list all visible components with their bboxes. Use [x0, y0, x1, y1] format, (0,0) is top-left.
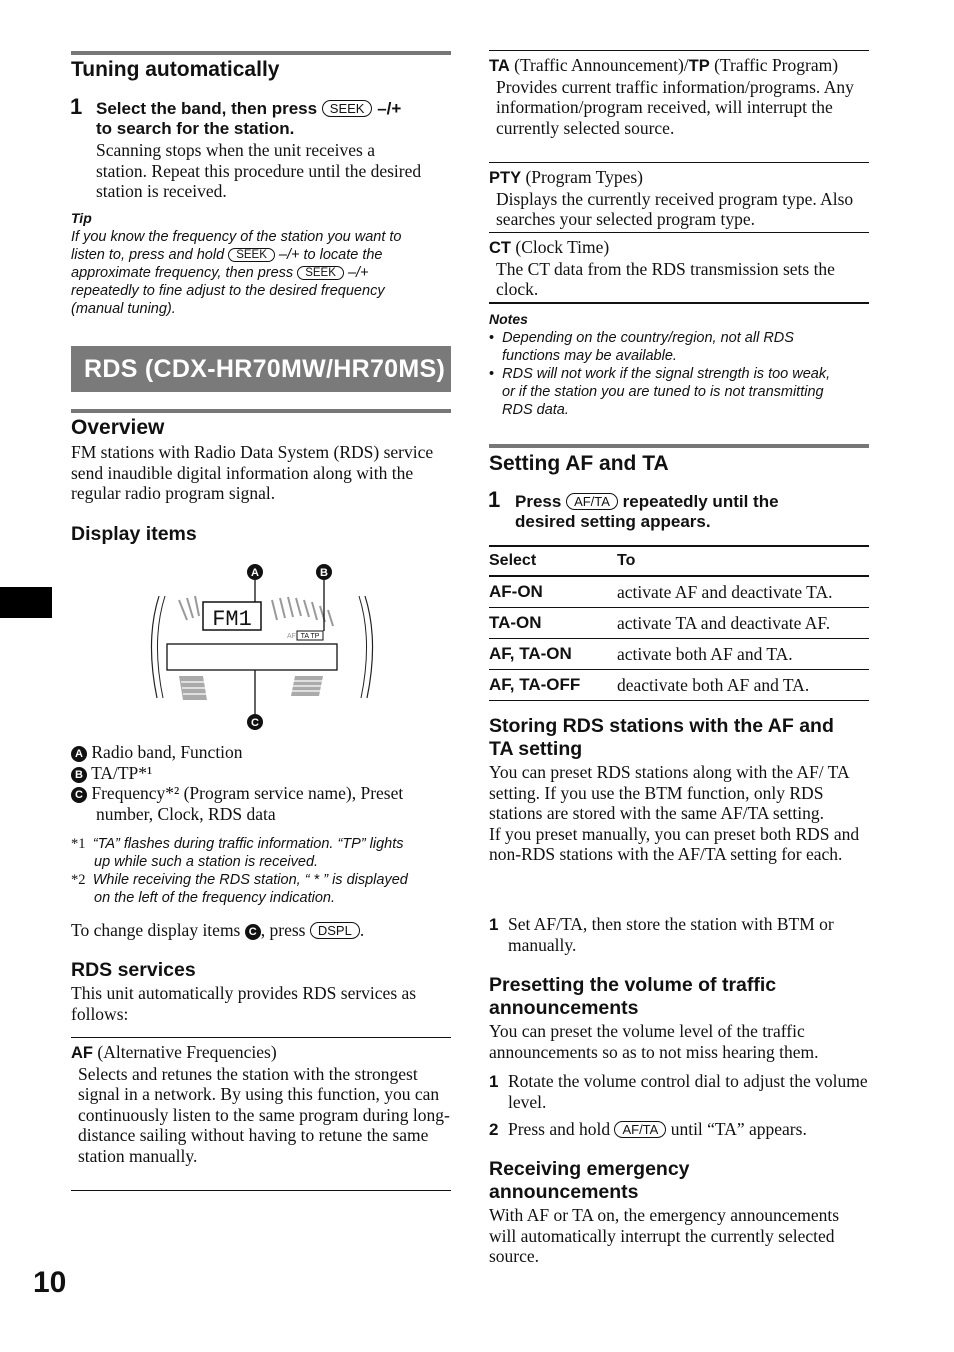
ta-term: TA	[489, 57, 510, 75]
overview-body: FM stations with Radio Data System (RDS) service send inaudible digital information along with the regular radio program signal.	[71, 442, 434, 503]
section-rule	[71, 409, 451, 413]
af-ta-button: AF/TA	[614, 1121, 666, 1138]
tip-line: repeatedly to fine adjust to the desired frequency	[71, 283, 385, 299]
tuning-title: Tuning automatically	[71, 58, 280, 81]
title-line: announcements	[489, 997, 639, 1019]
display-items-title: Display items	[71, 523, 197, 545]
ta-tp-indicator: TA TP	[300, 633, 320, 640]
legend-c	[71, 783, 451, 804]
step-text: Press	[515, 492, 562, 511]
storing-para: You can preset RDS stations along with the AF/ TA setting. If you use the BTM function, only RDS stations are stored with the same AF/TA setting.	[489, 762, 849, 823]
step-text: repeatedly until the	[622, 492, 779, 511]
legend-b	[71, 763, 451, 784]
footnote-text: “TA” flashes during traffic information. “TP” lights	[92, 836, 404, 852]
setting-step	[515, 492, 875, 532]
emergency-body: With AF or TA on, the emergency announcements will automatically interrupt the currently selected source.	[489, 1205, 840, 1266]
notes-list	[489, 329, 869, 419]
storing-body	[489, 762, 869, 865]
note-text: RDS data.	[502, 402, 569, 418]
note-text: or if the station you are tuned to is not transmitting	[502, 384, 824, 400]
storing-para: If you preset manually, you can preset both RDS and non-RDS stations with the AF/TA setting for each.	[489, 823, 860, 864]
step-text: to search for the station.	[96, 119, 295, 138]
change-text: , press	[260, 920, 306, 940]
pty-desc: (Program Types)	[525, 167, 643, 187]
title-line: Presetting the volume of traffic	[489, 974, 777, 996]
footnotes	[71, 835, 451, 907]
footnote-text: up while such a station is received.	[94, 854, 319, 870]
to-cell: activate TA and deactivate AF.	[617, 608, 869, 639]
rule	[489, 232, 869, 233]
page-number: 10	[33, 1266, 67, 1299]
footnote-text: While receiving the RDS station, “ * ” is displayed	[92, 872, 408, 888]
display-legend	[71, 742, 451, 824]
callout-a-icon: A	[71, 746, 87, 762]
ct-entry	[489, 237, 869, 300]
note-text: Depending on the country/region, not all RDS	[502, 330, 794, 346]
footnote-mark: *2	[71, 872, 86, 888]
section-rule	[71, 51, 451, 55]
legend-b-text: TA/TP*¹	[91, 762, 153, 783]
item-text: until “TA” appears.	[670, 1119, 807, 1139]
storing-item: Set AF/TA, then store the station with BTM or manually.	[508, 914, 834, 955]
change-text: .	[359, 920, 365, 940]
column-header: To	[617, 547, 869, 576]
bullet: •	[489, 330, 495, 346]
ct-heading	[489, 237, 869, 259]
note-text: functions may be available.	[502, 348, 677, 364]
footnote-1	[71, 835, 451, 853]
tip-line: (manual tuning).	[71, 301, 176, 317]
tip-title: Tip	[71, 210, 92, 226]
dspl-button: DSPL	[310, 922, 360, 939]
ct-desc: (Clock Time)	[515, 237, 610, 257]
title-line: Storing RDS stations with the AF and	[489, 715, 834, 737]
callout-c-icon: C	[71, 787, 87, 803]
legend-c-text: Frequency*² (Program service name), Preset	[91, 783, 404, 803]
select-cell: AF, TA-ON	[489, 639, 617, 670]
rule	[489, 50, 869, 51]
presetting-item: Rotate the volume control dial to adjust the volume level.	[508, 1071, 868, 1112]
item-text: Press and hold	[508, 1119, 611, 1139]
select-cell: AF, TA-OFF	[489, 670, 617, 701]
tip-text	[71, 228, 451, 318]
tip-line-part: approximate frequency, then press	[71, 265, 294, 281]
af-entry	[71, 1042, 451, 1166]
seek-button: SEEK	[297, 266, 344, 280]
tip-line-part: –/+ to locate the	[278, 247, 383, 263]
callout-b: B	[320, 567, 328, 579]
bullet: •	[489, 366, 495, 382]
step-text: desired setting appears.	[515, 512, 711, 531]
tip-line	[71, 246, 451, 264]
tip-line-part: –/+	[347, 265, 369, 281]
setting-af-ta-title: Setting AF and TA	[489, 452, 669, 475]
callout-c-icon: C	[245, 924, 261, 940]
legend-c-cont: number, Clock, RDS data	[96, 803, 276, 824]
change-text: To change display items	[71, 920, 241, 940]
legend-a	[71, 742, 451, 763]
step-text: Select the band, then press	[96, 99, 318, 118]
to-cell: deactivate both AF and TA.	[617, 670, 869, 701]
column-header: Select	[489, 547, 617, 576]
section-rule	[489, 444, 869, 448]
overview-title: Overview	[71, 416, 165, 439]
tip-line-part: listen to, press and hold	[71, 247, 225, 263]
pty-body: Displays the currently received program type. Also searches your selected program type.	[496, 188, 854, 229]
change-display-line	[71, 920, 451, 941]
pty-entry	[489, 167, 869, 230]
list-number: 1	[489, 915, 499, 934]
ta-desc: (Traffic Announcement)/	[514, 55, 689, 75]
af-ta-button: AF/TA	[566, 493, 618, 510]
step-number: 1	[488, 487, 501, 512]
section-tab-marker	[0, 587, 52, 618]
af-term: AF	[71, 1044, 93, 1062]
ct-term: CT	[489, 239, 511, 257]
rds-services-body: This unit automatically provides RDS services as follows:	[71, 983, 417, 1024]
rds-section-heading: RDS (CDX-HR70MW/HR70MS)	[71, 346, 451, 392]
af-heading	[71, 1042, 451, 1064]
note-item	[489, 365, 869, 383]
presetting-item	[508, 1119, 868, 1140]
af-desc: (Alternative Frequencies)	[97, 1042, 277, 1062]
footnote-text: on the left of the frequency indication.	[94, 890, 336, 906]
tuning-body: Scanning stops when the unit receives a station. Repeat this procedure until the desired station is received.	[96, 140, 422, 201]
select-cell: TA-ON	[489, 608, 617, 639]
list-number: 1	[489, 1072, 499, 1091]
ta-body: Provides current traffic information/programs. Any information/program received, will interrupt the currently selected source.	[496, 76, 854, 138]
storing-title	[489, 715, 879, 761]
rule	[489, 162, 869, 163]
notes-title: Notes	[489, 311, 528, 327]
select-cell: AF-ON	[489, 576, 617, 608]
tip-line: If you know the frequency of the station you want to	[71, 229, 402, 245]
ta-tp-entry	[489, 55, 869, 138]
tuning-step	[96, 99, 456, 139]
title-line: Receiving emergency	[489, 1158, 690, 1180]
footnote-mark: *1	[71, 836, 86, 852]
step-number: 1	[70, 94, 83, 119]
callout-a: A	[251, 567, 259, 579]
note-text: RDS will not work if the signal strength is too weak,	[502, 366, 831, 382]
title-line: TA setting	[489, 738, 583, 760]
table-row	[489, 576, 869, 608]
rds-services-title: RDS services	[71, 959, 196, 981]
presetting-title	[489, 974, 879, 1020]
rule	[71, 1037, 451, 1038]
tp-desc: (Traffic Program)	[714, 55, 839, 75]
af-indicator: AF	[287, 633, 296, 640]
tp-term: TP	[688, 57, 710, 75]
to-cell: activate AF and deactivate TA.	[617, 576, 869, 608]
callout-b-icon: B	[71, 767, 87, 783]
ta-tp-heading	[489, 55, 869, 77]
table-row	[489, 670, 869, 701]
display-diagram	[147, 560, 377, 736]
seek-button: SEEK	[322, 100, 373, 117]
presetting-body: You can preset the volume level of the traffic announcements so as to not miss hearing them.	[489, 1021, 819, 1062]
display-fm1-text: FM1	[212, 607, 252, 632]
title-line: announcements	[489, 1181, 639, 1203]
rule	[489, 302, 869, 304]
footnote-2	[71, 871, 451, 889]
rule	[71, 1190, 451, 1191]
pty-term: PTY	[489, 169, 522, 187]
af-body: Selects and retunes the station with the strongest signal in a network. By using this function, you can continuously listen to the same program during long-distance sailing without having to retune the same station manually.	[78, 1063, 450, 1166]
legend-a-text: Radio band, Function	[91, 742, 243, 762]
note-item	[489, 329, 869, 347]
seek-button: SEEK	[228, 248, 275, 262]
table-row	[489, 639, 869, 670]
emergency-title	[489, 1158, 879, 1204]
pty-heading	[489, 167, 869, 189]
ct-body: The CT data from the RDS transmission sets the clock.	[496, 258, 835, 299]
list-number: 2	[489, 1120, 499, 1139]
callout-c: C	[251, 717, 259, 729]
table-row	[489, 608, 869, 639]
tip-line	[71, 264, 451, 282]
af-ta-settings-table	[489, 547, 869, 701]
table-header-row	[489, 547, 869, 576]
to-cell: activate both AF and TA.	[617, 639, 869, 670]
step-text: –/+	[377, 99, 402, 118]
